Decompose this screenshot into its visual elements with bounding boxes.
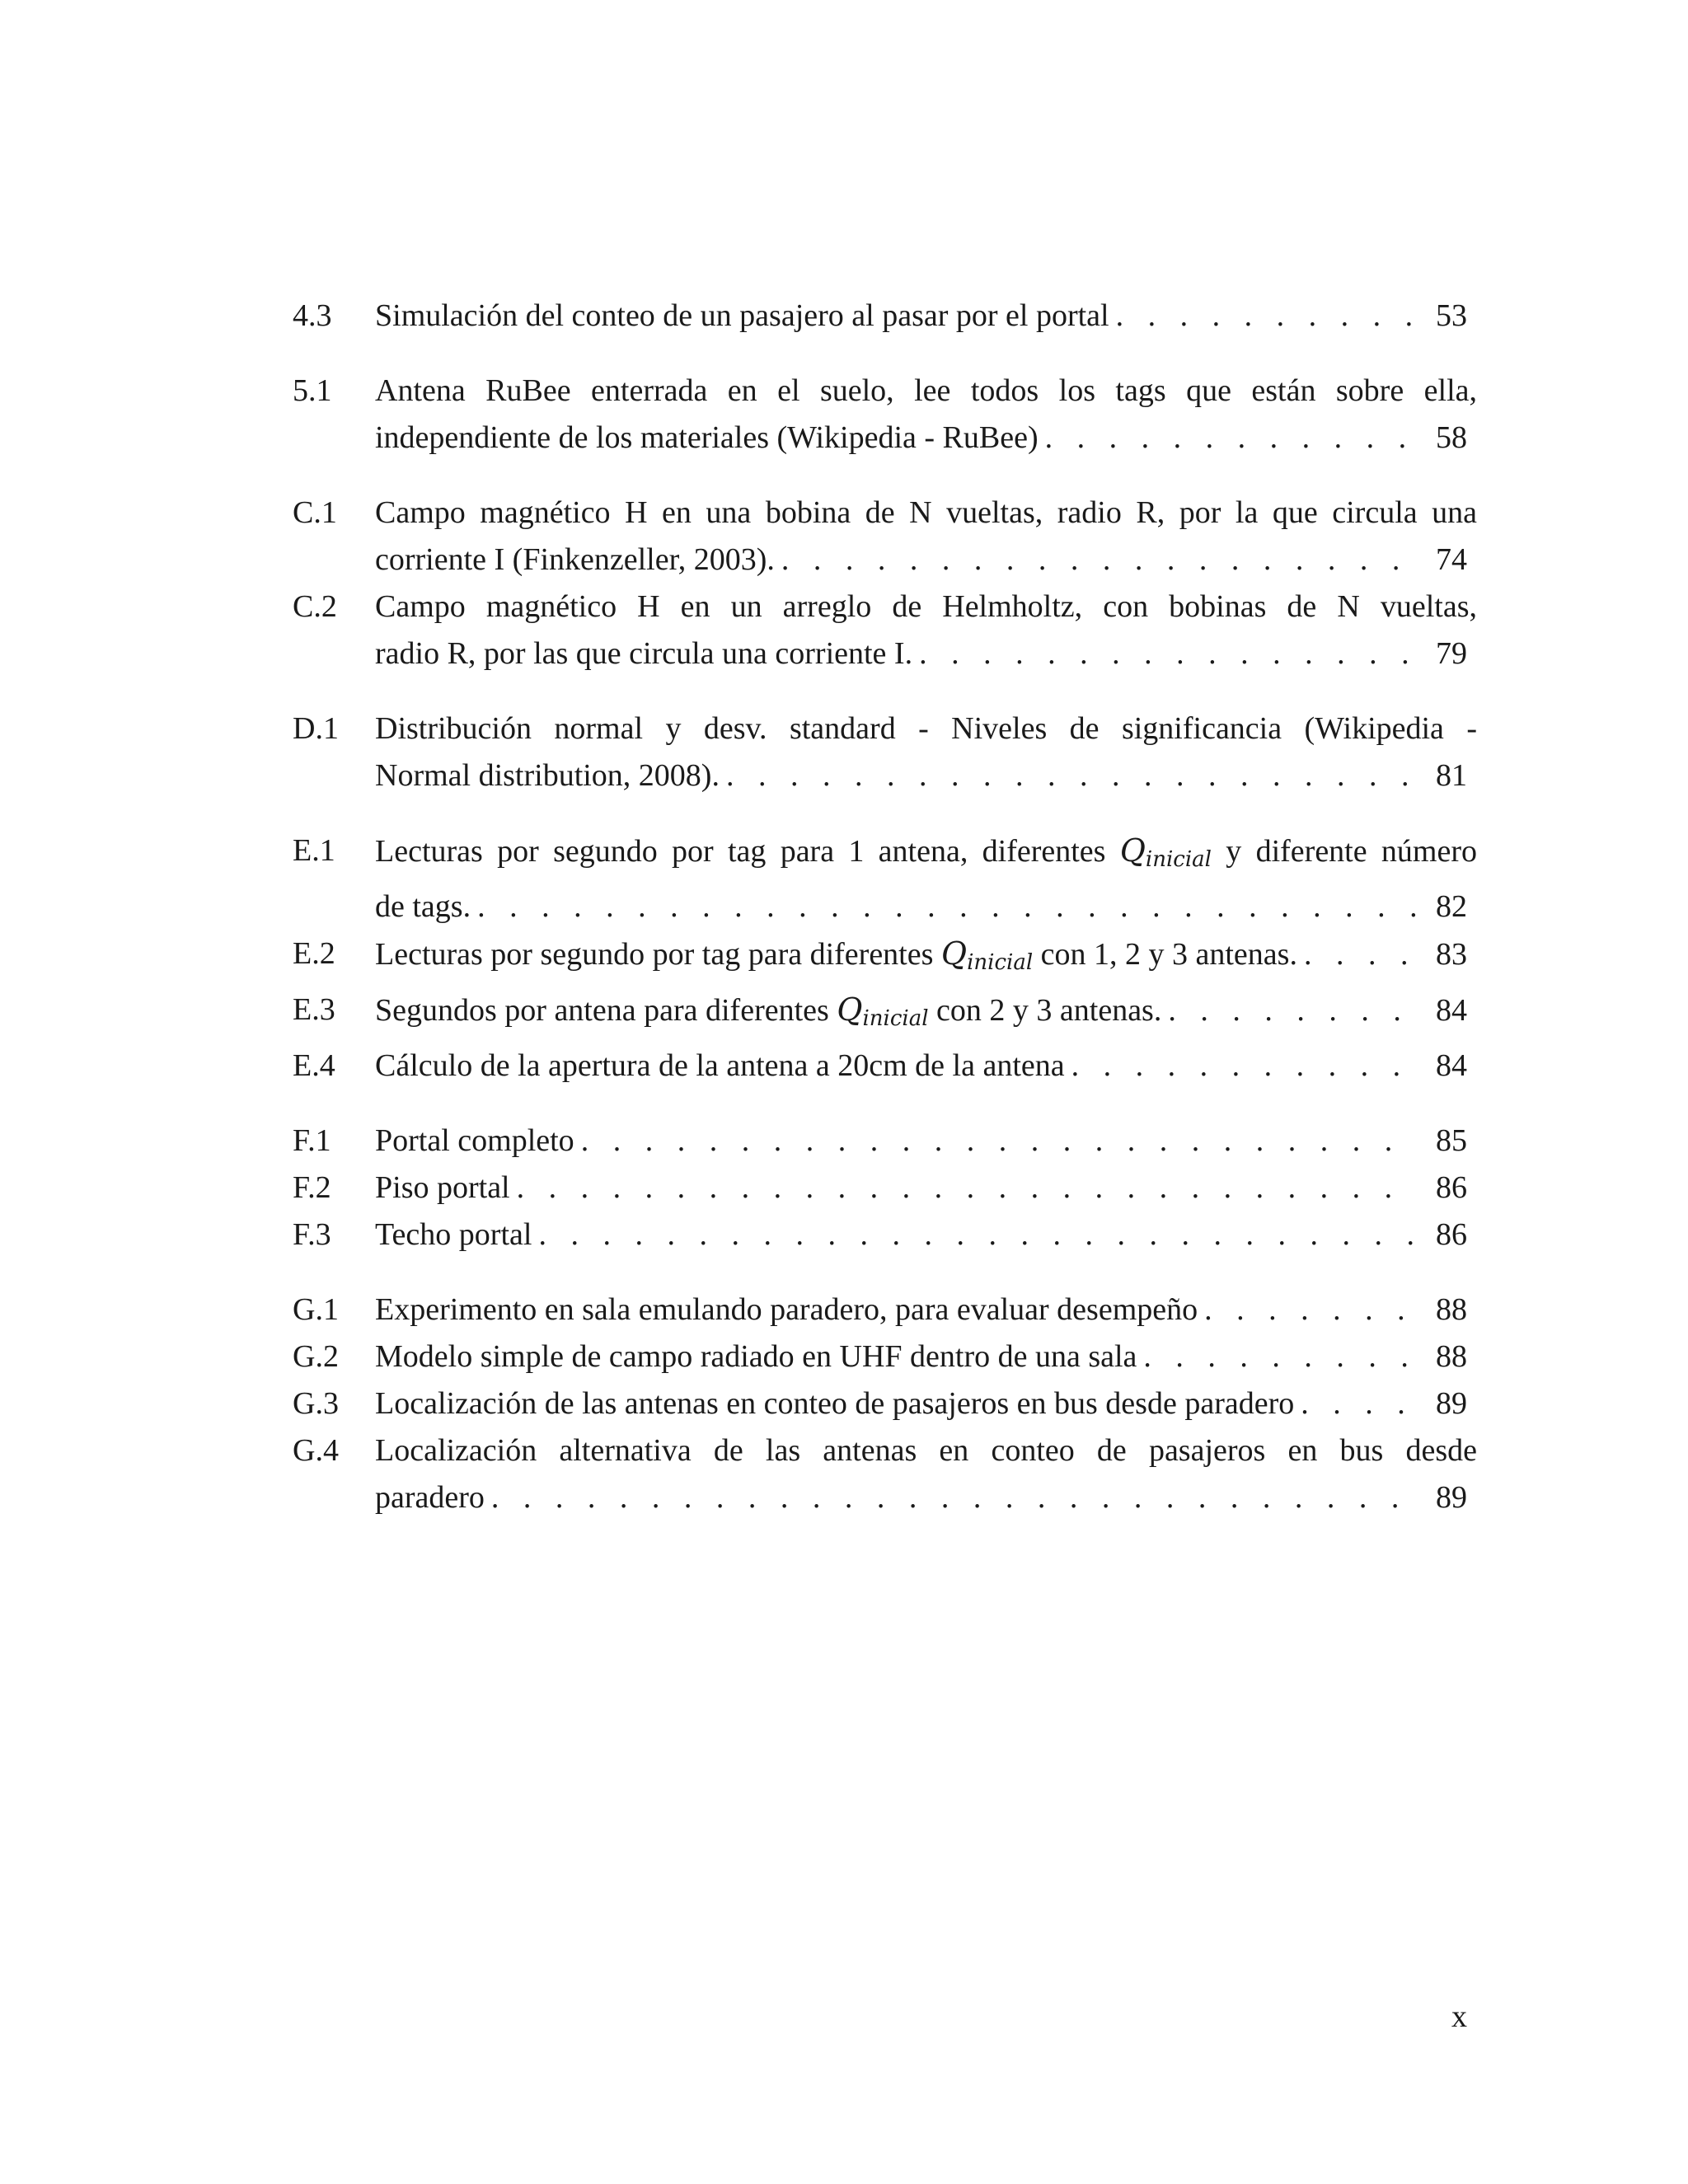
toc-entry [293,1118,1467,1165]
entry-title: Normal distribution, 2008). [375,758,720,793]
entry-title-line: Distribución normal y desv. standard - Niveles de significancia (Wikipedia - [375,711,1477,746]
dot-leader [532,1212,1418,1258]
entry-title-last-line [375,415,1467,462]
entry-title-line: Campo magnético H en un arreglo de Helmholtz, con bobinas de N vueltas, [375,589,1477,624]
dot-leader [775,537,1418,583]
dot-leader [574,1118,1418,1165]
entry-title-last-line [375,537,1467,583]
entry-title-line: Antena RuBee enterrada en el suelo, lee todos los tags que están sobre ella, [375,373,1477,408]
entry-number: 5.1 [293,373,332,408]
dot-leader [912,630,1418,677]
entry-title: Simulación del conteo de un pasajero al pasar por el portal [375,298,1109,333]
entry-body [375,1212,1467,1258]
entry-title-last-line [375,752,1467,799]
entry-number: F.2 [293,1170,331,1205]
dot-leader [1065,1043,1418,1090]
entry-page: 89 [1436,1480,1467,1515]
toc-entry [293,1043,1467,1090]
entry-title: paradero [375,1480,485,1515]
entry-body [375,930,1467,987]
entry-page: 81 [1436,758,1467,793]
entry-gap [293,462,1467,490]
entry-body [375,987,1467,1043]
entry-number: G.4 [293,1433,339,1468]
entry-title-last-line [375,883,1467,930]
entry-title: Piso portal [375,1170,510,1205]
entry-title: Segundos por antena para diferentes $Q_{inicial}$ con 2 y 3 antenas. [375,991,1162,1031]
entry-page: 82 [1436,889,1467,924]
entry-title-last-line [375,1043,1467,1090]
entry-title: de tags. [375,889,471,924]
entry-title-last-line [375,1380,1467,1427]
entry-title-line: Lecturas por segundo por tag para 1 antena, diferentes $Q_{inicial}$ y diferente número [375,832,1477,872]
entry-title-last-line [375,630,1467,677]
entry-body [375,827,1477,930]
dot-leader [1294,1380,1418,1427]
entry-number: C.1 [293,495,337,530]
entry-gap [293,1090,1467,1118]
dot-leader [1161,987,1418,1034]
entry-page: 86 [1436,1170,1467,1205]
entry-number: E.1 [293,833,335,868]
entry-gap [293,1258,1467,1286]
entry-body [375,368,1477,462]
dot-leader [471,883,1418,930]
toc-entry [293,583,1477,677]
entry-title-line: Localización alternativa de las antenas en conteo de pasajeros en bus desde [375,1433,1477,1468]
dot-leader [1137,1333,1418,1380]
entry-title: Localización de las antenas en conteo de pasajeros en bus desde paradero [375,1386,1295,1421]
dot-leader [1039,415,1418,462]
toc-entry [293,1165,1467,1212]
toc-entry [293,293,1467,340]
entry-title: radio R, por las que circula una corriente I. [375,636,913,671]
dot-leader [1109,293,1418,340]
entry-body [375,1118,1467,1165]
entry-body [375,1380,1467,1427]
toc-entry [293,705,1477,799]
entry-page: 89 [1436,1386,1467,1421]
entry-title: independiente de los materiales (Wikipedia - RuBee) [375,420,1039,455]
math-symbol: $Q_{inicial}$ [1119,832,1212,872]
entry-page: 85 [1436,1123,1467,1158]
dot-leader [485,1474,1418,1521]
entry-page: 84 [1436,993,1467,1028]
entry-title-last-line [375,1212,1467,1258]
entry-page: 88 [1436,1339,1467,1374]
toc-entry [293,930,1467,987]
entry-body [375,1286,1467,1333]
dot-leader [1297,931,1418,978]
entry-title-last-line [375,987,1467,1043]
entry-title: Modelo simple de campo radiado en UHF dentro de una sala [375,1339,1137,1374]
dot-leader [720,752,1418,799]
entry-body [375,1043,1467,1090]
entry-number: F.3 [293,1217,331,1252]
toc-entry [293,987,1467,1043]
entry-body [375,1427,1477,1521]
entry-body [375,1333,1467,1380]
toc-entry [293,368,1477,462]
toc-entry [293,1427,1477,1521]
toc-entry [293,1212,1467,1258]
entry-page: 53 [1436,298,1467,333]
dot-leader [510,1165,1418,1212]
entry-title: corriente I (Finkenzeller, 2003). [375,542,775,577]
entry-title-last-line [375,293,1467,340]
entry-body [375,1165,1467,1212]
entry-title: Portal completo [375,1123,574,1158]
math-symbol: $Q_{inicial}$ [837,991,929,1031]
dot-leader [1198,1286,1418,1333]
toc-entry [293,1380,1467,1427]
entry-page: 84 [1436,1048,1467,1083]
entry-page: 79 [1436,636,1467,671]
entry-page: 74 [1436,542,1467,577]
entry-title-last-line [375,1165,1467,1212]
entry-title-line: Campo magnético H en una bobina de N vueltas, radio R, por la que circula una [375,495,1477,530]
entry-title-last-line [375,1286,1467,1333]
entry-number: C.2 [293,589,337,624]
toc-entry [293,1286,1467,1333]
entry-number: F.1 [293,1123,331,1158]
entry-page: 58 [1436,420,1467,455]
entry-number: G.1 [293,1292,339,1327]
list-of-figures [293,293,1477,1521]
entry-number: D.1 [293,711,339,746]
entry-gap [293,799,1467,827]
toc-entry [293,827,1477,930]
toc-entry [293,490,1477,583]
entry-page: 86 [1436,1217,1467,1252]
entry-number: 4.3 [293,298,332,333]
entry-body [375,490,1477,583]
entry-body [375,583,1477,677]
entry-title-last-line [375,1118,1467,1165]
toc-entry [293,1333,1467,1380]
entry-title: Cálculo de la apertura de la antena a 20cm de la antena [375,1048,1065,1083]
entry-body [375,293,1467,340]
entry-body [375,705,1477,799]
entry-gap [293,677,1467,705]
entry-title: Techo portal [375,1217,532,1252]
entry-title: Lecturas por segundo por tag para diferentes $Q_{inicial}$ con 1, 2 y 3 antenas. [375,935,1297,975]
entry-number: E.2 [293,936,335,971]
entry-title-last-line [375,930,1467,987]
entry-page: 83 [1436,937,1467,972]
entry-number: G.3 [293,1386,339,1421]
entry-page: 88 [1436,1292,1467,1327]
entry-gap [293,340,1467,368]
page-number: x [1451,1999,1467,2034]
entry-title-last-line [375,1333,1467,1380]
entry-title: Experimento en sala emulando paradero, para evaluar desempeño [375,1292,1198,1327]
math-symbol: $Q_{inicial}$ [940,935,1034,975]
entry-number: E.3 [293,992,335,1027]
entry-title-last-line [375,1474,1467,1521]
entry-number: G.2 [293,1339,339,1374]
entry-number: E.4 [293,1048,335,1083]
